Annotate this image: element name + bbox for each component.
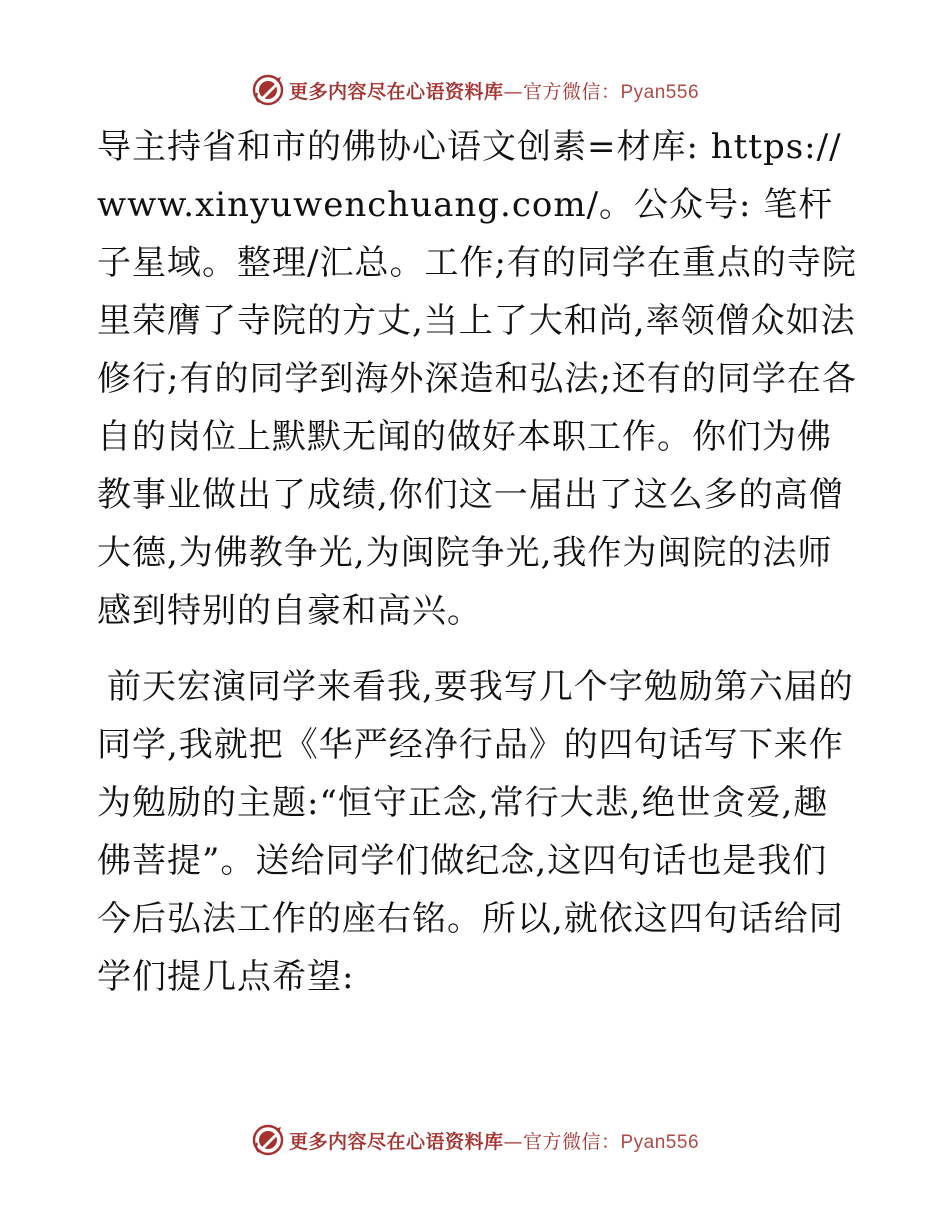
- header-banner: [0, 70, 950, 110]
- footer-banner-handle: Pyan556: [620, 1131, 700, 1153]
- pen-nib-logo-icon: [251, 1123, 285, 1157]
- header-banner-dash: —: [503, 80, 523, 103]
- header-banner-main: 更多内容尽在心语资料库: [288, 80, 504, 103]
- paragraph-2: 前天宏演同学来看我,要我写几个字勉励第六届的同学,我就把《华严经净行品》的四句话写下来作为勉励的主题:“恒守正念,常行大悲,绝世贪爱,趣佛菩提”。送给同学们做纪念,这四句话也是我们今后弘法工作的座右铭。所以,就依这四句话给同学们提几点希望:: [97, 667, 854, 997]
- footer-banner: [0, 1120, 950, 1160]
- header-banner-handle: Pyan556: [620, 81, 700, 103]
- header-banner-sub: 官方微信：: [522, 80, 621, 103]
- pen-nib-logo-icon: [251, 73, 285, 107]
- footer-banner-text: [289, 1127, 699, 1154]
- footer-banner-main: 更多内容尽在心语资料库: [288, 1130, 504, 1153]
- footer-banner-dash: —: [503, 1130, 523, 1153]
- footer-banner-sub: 官方微信：: [522, 1130, 621, 1153]
- header-banner-text: [289, 77, 699, 104]
- document-body: [97, 118, 857, 1006]
- paragraph-1: 导主持省和市的佛协心语文创素=材库: https://www.xinyuwenchuang.com/。公众号: 笔杆子星域。整理/汇总。工作;有的同学在重点的寺院里荣膺了寺院的方丈,当上了大和尚,率领僧众如法修行;有的同学到海外深造和弘法;还有的同学在各自的岗位上默默无闻的做好本职工作。你们为佛教事业做出了成绩,你们这一届出了这么多的高僧大德,为佛教争光,为闽院争光,我作为闽院的法师感到特别的自豪和高兴。: [97, 127, 857, 631]
